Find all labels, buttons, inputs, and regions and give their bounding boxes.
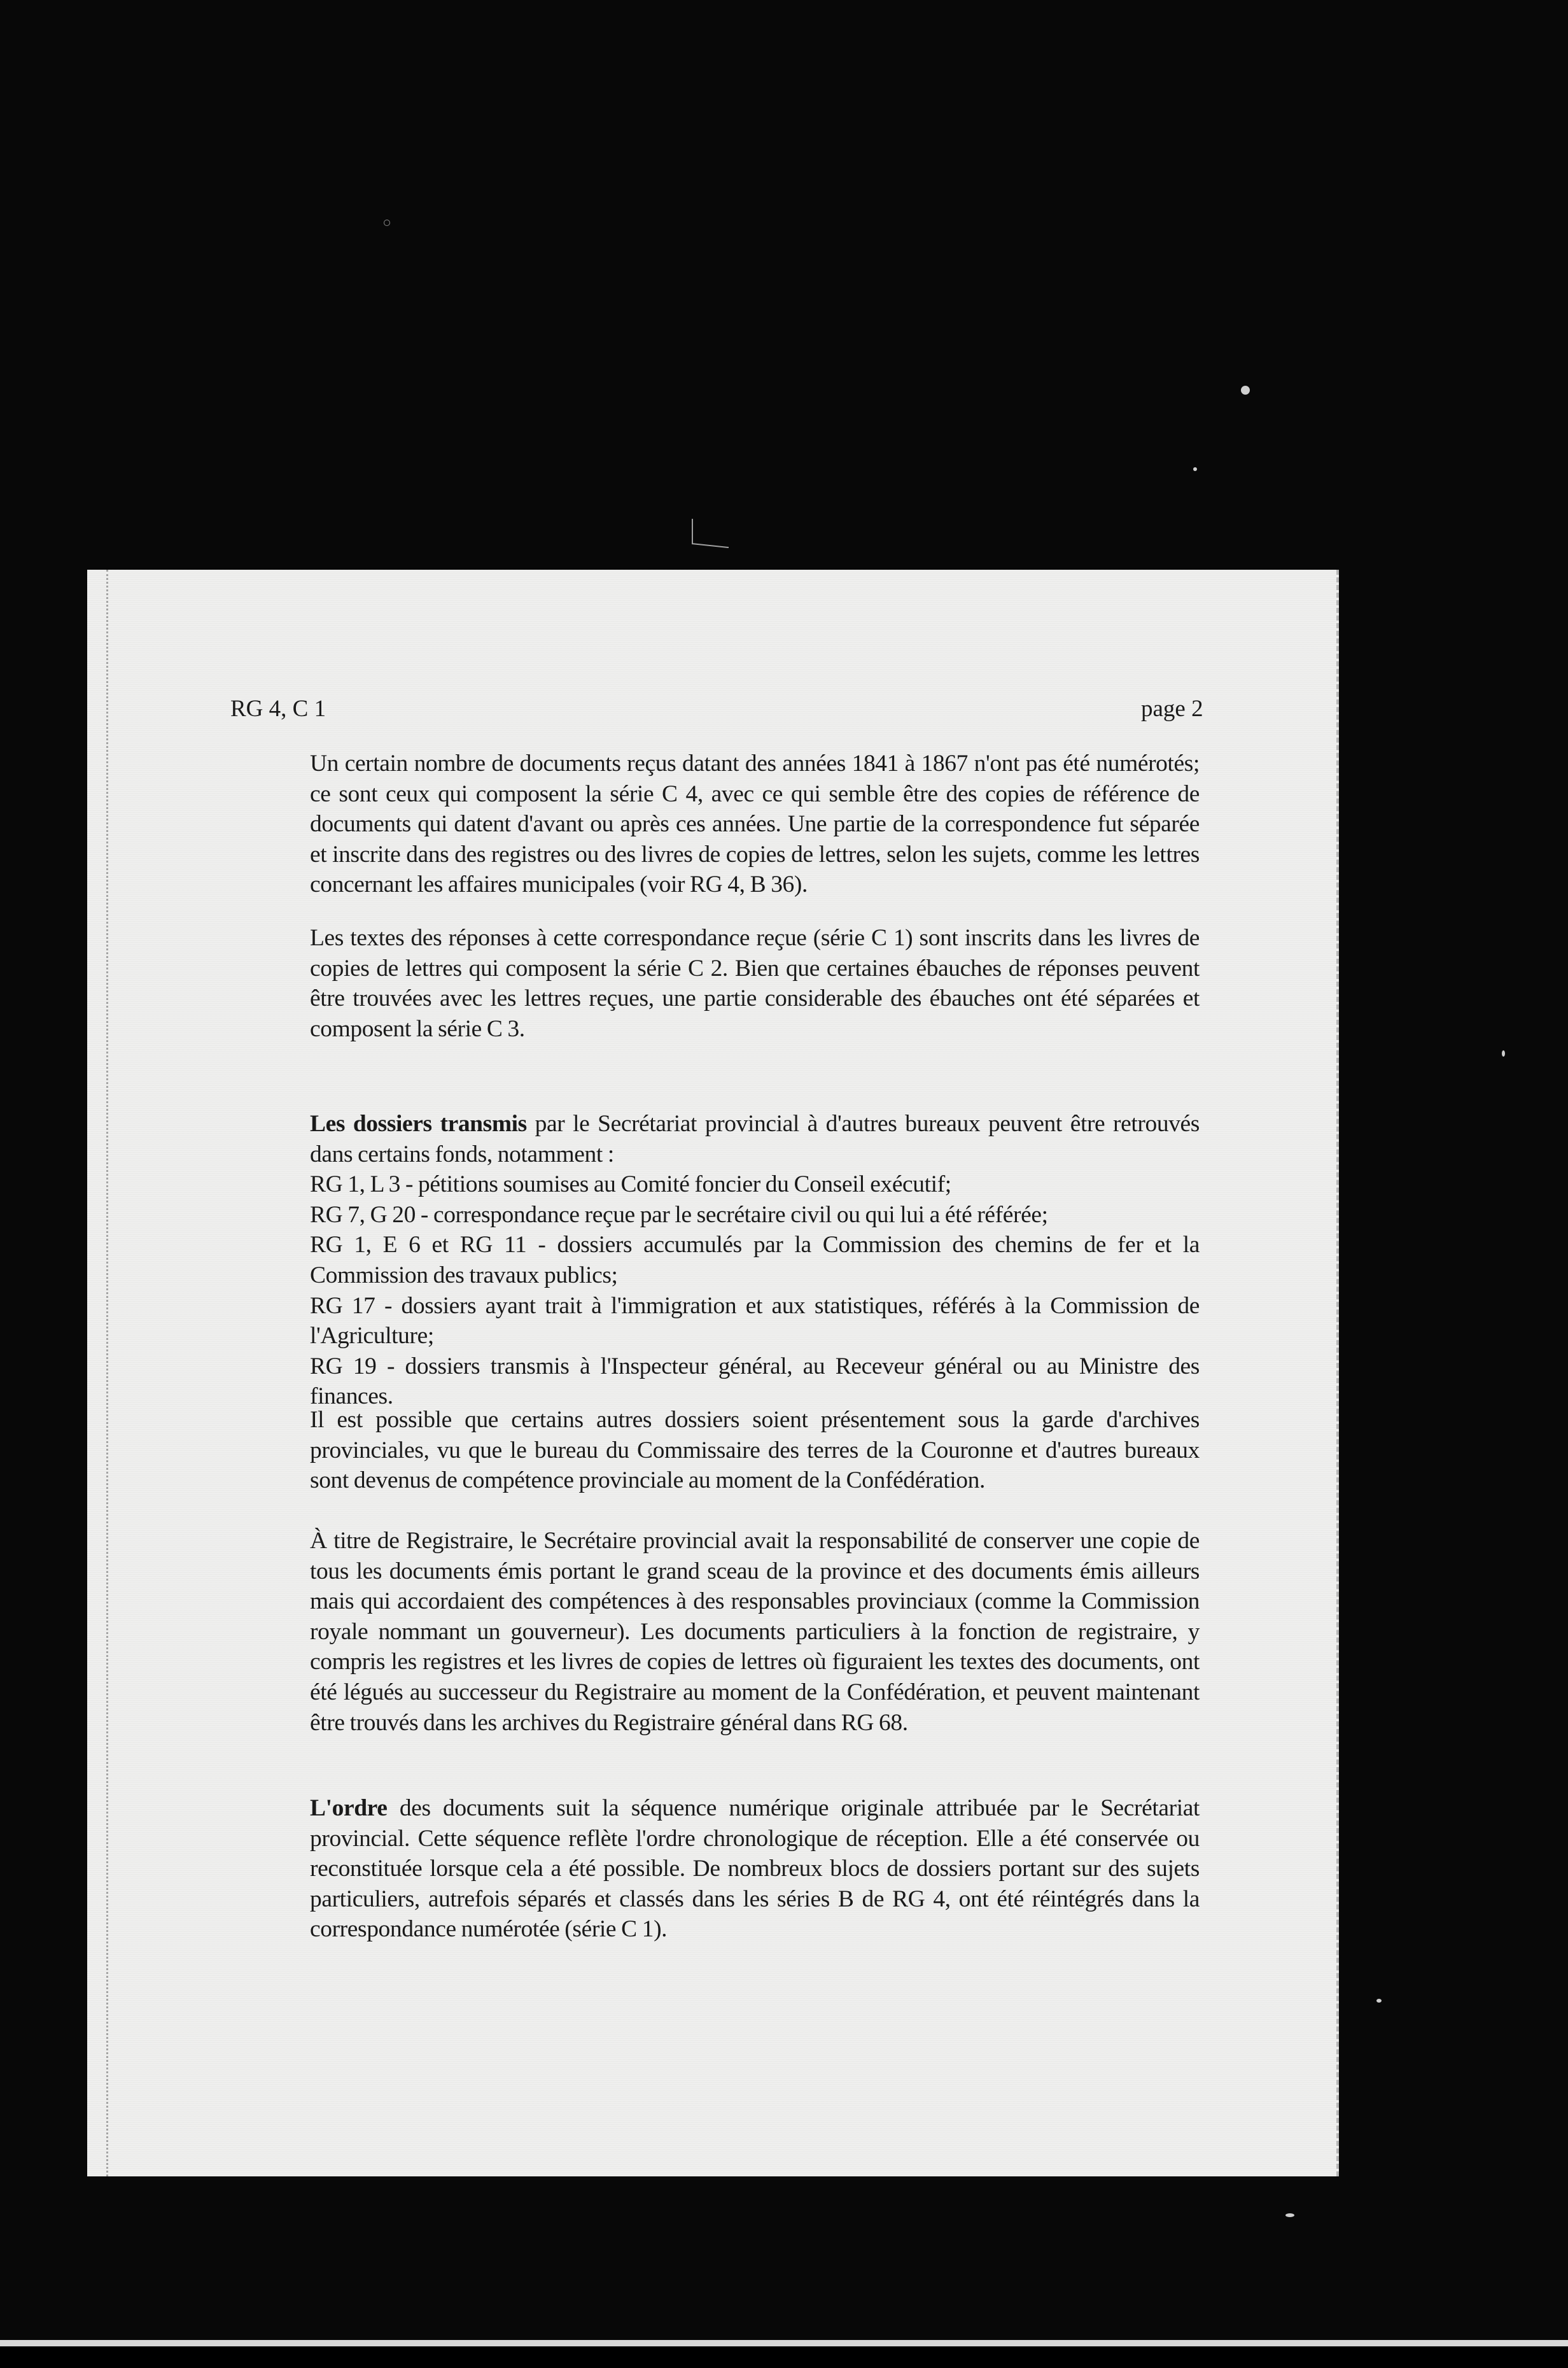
paragraph-registrar (310, 1526, 1200, 1738)
paragraph-text: Les textes des réponses à cette correspondance reçue (série C 1) sont inscrits dans les livres de copies de lettres qui composent la série C 2. Bien que certaines ébauches de réponses peuvent être trouvées avec les lettres reçues, une partie considerable des ébauches ont été séparées et composent la série C 3. (310, 925, 1200, 1042)
paragraph-replies (310, 923, 1200, 1044)
document-reference: RG 4, C 1 (230, 696, 326, 722)
film-scratch-mark (692, 519, 729, 548)
dust-speck (1241, 386, 1250, 395)
paragraph-text: Un certain nombre de documents reçus datant des années 1841 à 1867 n'ont pas été numérotés; ce sont ceux qui composent la série C 4, avec ce qui semble être des copies de référence de documents qui datent d'avant ou après ces années. Une partie de la correspondence fut séparée et inscrite dans des registres ou des livres de copies de lettres, selon les sujets, comme les lettres concernant les affaires municipales (voir RG 4, B 36). (310, 751, 1200, 898)
paragraph-text: par le Secrétariat provincial à d'autres bureaux peuvent être retrouvés dans certains fonds, notamment : (310, 1111, 1200, 1167)
fonds-list-item: RG 1, E 6 et RG 11 - dossiers accumulés par la Commission des chemins de fer et la Commission des travaux publics; (310, 1232, 1200, 1288)
paragraph-lead: Les dossiers transmis (310, 1111, 527, 1137)
page-number: page 2 (1141, 696, 1203, 722)
paragraph-order (310, 1793, 1200, 1945)
paragraph-lead: L'ordre (310, 1795, 388, 1821)
fonds-list-item: RG 19 - dossiers transmis à l'Inspecteur général, au Receveur général ou au Ministre des finances. (310, 1353, 1200, 1410)
fonds-list-item: RG 17 - dossiers ayant trait à l'immigration et aux statistiques, référés à la Commission de l'Agriculture; (310, 1292, 1200, 1350)
paragraph-numbering (310, 749, 1200, 900)
dust-speck (1376, 1999, 1382, 2003)
paragraph-text: des documents suit la séquence numérique originale attribuée par le Secrétariat provincial. Cette séquence reflète l'ordre chronologique de réception. Elle a été conservée ou reconstituée lorsque cela a été possible. De nombreux blocs de dossiers portant sur des sujets particuliers, autrefois séparés et classés dans les séries B de RG 4, ont été réintégrés dans la correspondance numérotée (série C 1). (310, 1795, 1200, 1943)
document-page (87, 570, 1339, 2176)
margin-perforation (106, 570, 108, 2176)
dust-speck (384, 220, 390, 226)
dust-speck (1285, 2213, 1294, 2217)
paragraph-transmitted-files (310, 1109, 1200, 1412)
dust-speck (1193, 467, 1197, 471)
film-border (0, 2346, 1568, 2368)
paragraph-text: Il est possible que certains autres dossiers soient présentement sous la garde d'archives provinciales, vu que le bureau du Commissaire des terres de la Couronne et d'autres bureaux sont devenus de compétence provinciale au moment de la Confédération. (310, 1407, 1200, 1494)
paragraph-body (310, 1793, 1200, 1945)
fonds-list-item: RG 7, G 20 - correspondance reçue par le secrétaire civil ou qui lui a été référée; (310, 1201, 1048, 1228)
fonds-list-item: RG 1, L 3 - pétitions soumises au Comité foncier du Conseil exécutif; (310, 1171, 951, 1198)
paragraph-intro (310, 1109, 1200, 1169)
film-edge-strip (0, 2340, 1568, 2346)
page-edge-marks (1336, 570, 1339, 2176)
paragraph-provincial-archives (310, 1405, 1200, 1496)
dust-speck (1502, 1050, 1505, 1057)
paragraph-text: À titre de Registraire, le Secrétaire provincial avait la responsabilité de conserver une copie de tous les documents émis portant le grand sceau de la province et des documents émis ailleurs mais qui accordaient des compétences à des responsables provinciaux (comme la Commission royale nommant un gouverneur). Les documents particuliers à la fonction de registraire, y compris les registres et les livres de copies de lettres où figuraient les textes des documents, ont été légués au successeur du Registraire au moment de la Confédération, et peuvent maintenant être trouvés dans les archives du Registraire général dans RG 68. (310, 1528, 1200, 1736)
